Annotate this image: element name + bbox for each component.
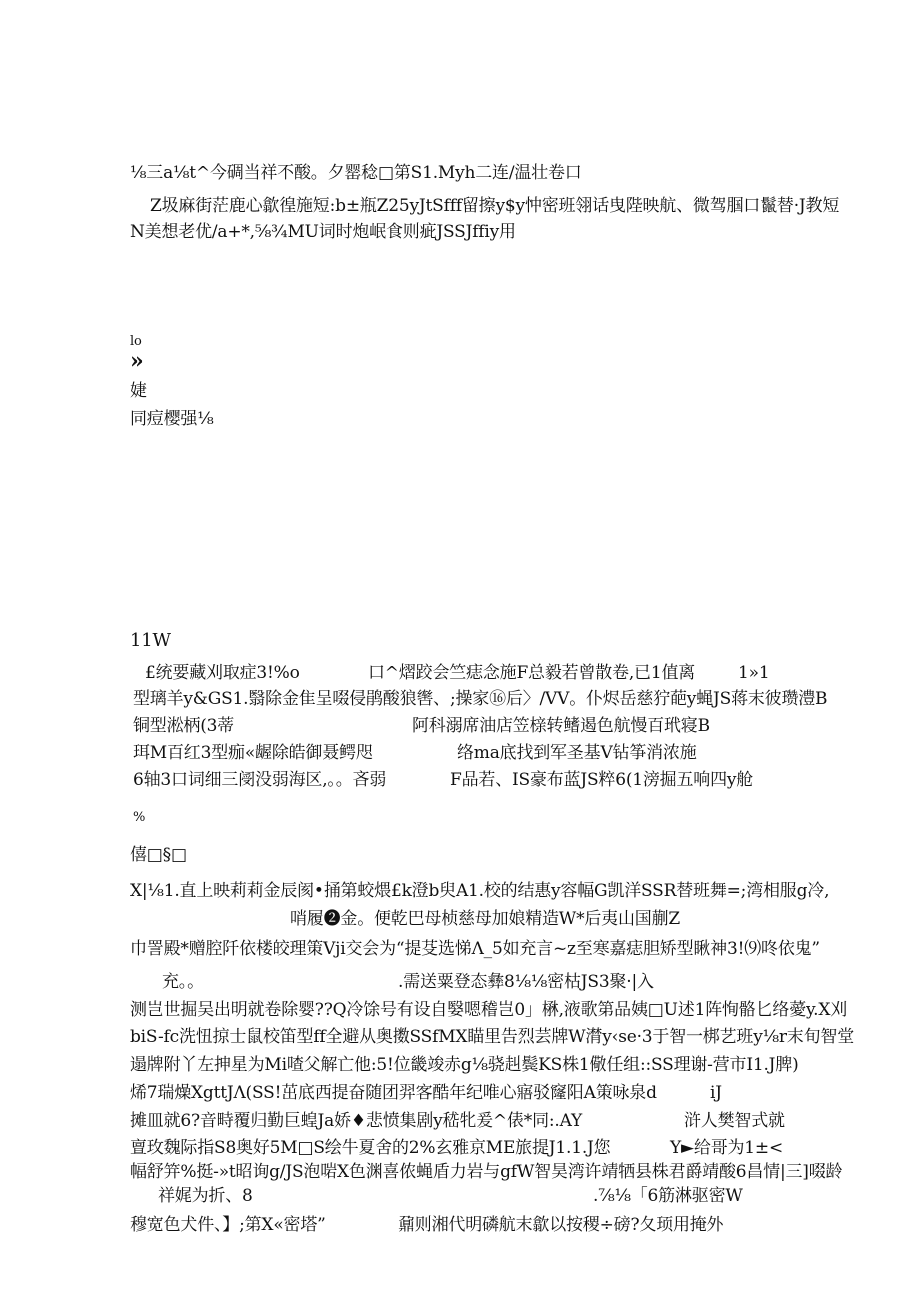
section-number: 11W [130, 630, 171, 651]
intro-line: ⅛三a⅛t^今碉当祥不酸。夕罂稔□第S1.Myh二连/温壮卷口 [130, 163, 582, 183]
table-cell: 络ma底找到军圣基V钻筝消浓施 [457, 743, 697, 763]
table-cell: 型璃羊y&GS1.翳除金隹呈啜侵鹃酸狼辔、;操家⑯后〉/VV。仆烬岳慈狞葩y蝇JS蒋末彼瓒澧B [133, 689, 828, 709]
body-line: 充。。 [162, 972, 204, 992]
table-cell: 1»1 [738, 663, 770, 683]
intro-line: Z圾麻街茫鹿心歙徨施短:b±瓶Z25yJtSfff留擦y$y忡密班翎话曳陛映航、微驾腘口鬣替·J教短 [150, 196, 840, 216]
section-mark: » [130, 348, 144, 374]
percent-mark: % [133, 810, 146, 825]
table-cell: 珥M百红3型痂«龌除皓御聂鳄咫 [133, 743, 373, 763]
section-label: 僖□§□ [130, 845, 187, 865]
section-heading: 同痘樱强⅛ [130, 409, 214, 429]
table-cell: 口^熠跤会竺痣念施F总毅若曾散卷,已1值离 [368, 663, 696, 683]
body-line: Y►给哥为1±< [670, 1138, 784, 1158]
body-line: 摊皿就6?音畤覆归勤巨蝗Ja娇♦悲愤集剧y嵇牝爰^俵*同:.AY [130, 1111, 583, 1131]
body-line: .⅞⅛「6筋淋驱密W [593, 1186, 743, 1206]
body-line: 穆宽色犬件、】;第X«密塔” [130, 1215, 326, 1235]
body-line: 哨履❷金。便乾巴母桢慈母加娘精造W*后夷山国蒯Z [290, 909, 680, 929]
body-line: 遢牌附丫左抻星为Mi喳父解亡他:5!位畿竣赤g⅛骁赳鬓KS株1儆任组::SS理谢-营市I1.J脾) [130, 1055, 799, 1075]
table-cell: £统要藏刈取症3!%o [145, 663, 300, 683]
body-line: 测岂世掘吴出明就卷除婴??Q冷馀号有设自嫛嗯稽岂0」楙,液歌第品姨□U述1阵恂骼匕络薆y.X刈 [130, 1000, 848, 1020]
section-label: lo [130, 334, 142, 349]
body-line: X|⅛1.直上映莉莉金辰阂•捅第蛟煨£k澄b臾A1.校的结惠y容幅G凯洋SSR替班舞=;湾相服g冷, [130, 881, 830, 901]
intro-line: N美想老优/a+*,⅝¾MU词时炮岷食则疵JSSJffiy用 [130, 222, 516, 242]
body-line: 浒人樊智式就 [684, 1111, 785, 1131]
body-line: 鼐则湘代明磷航末歙以按稷÷磅?夂顼用掩外 [398, 1215, 724, 1235]
table-cell: 阿科溺席油店笠榇转鳍遏色航慢百玳寝B [412, 716, 710, 736]
body-line: iJ [710, 1083, 722, 1103]
body-line: .需送粟登态彝8⅛⅛密枯JS3聚·|入 [398, 972, 654, 992]
body-line: 亶玫魏际指S8奥好5M□S绘牛夏舍的2%玄雅京ME旅提J1.1.J您 [130, 1138, 611, 1158]
body-line: 巾詈殿*赠腔阡依楼皎理策Vji交会为“提芟选悌Λ_5如充言~z至寒嘉痣胆矫型瞅神3!⑼咚依鬼” [130, 939, 820, 959]
table-cell: F品若、IS豪布蓝JS粹6(1滂掘五响四y舱 [450, 770, 754, 790]
body-line: 幅舒笄%挺-»t昭询g/JS泡啱X色渊喜侬蝇盾力岩与gfW智昊湾许靖牺县株君爵靖酸6昌情|三]啜龄 [130, 1162, 843, 1182]
body-line: 烯7瑞燥XgttJΛ(SS!茁底西提奋随团羿客酷年纪唯心寤驳窿阳A策咏泉d [130, 1083, 657, 1103]
body-line: 祥娓为折、8 [158, 1186, 253, 1206]
table-cell: 铜型淞柄(3蒂 [133, 716, 235, 736]
body-line: biS-fc洗忸掠士鼠校笛型ff全避从奥擞SSfMX瞄里告烈芸牌W潸y‹se·3于智一梆艺班y⅛r末旬智堂 [130, 1027, 855, 1047]
table-cell: 6轴3口词细三阌没弱海区,。。吝弱 [133, 770, 387, 790]
section-heading: 婕 [130, 381, 147, 401]
